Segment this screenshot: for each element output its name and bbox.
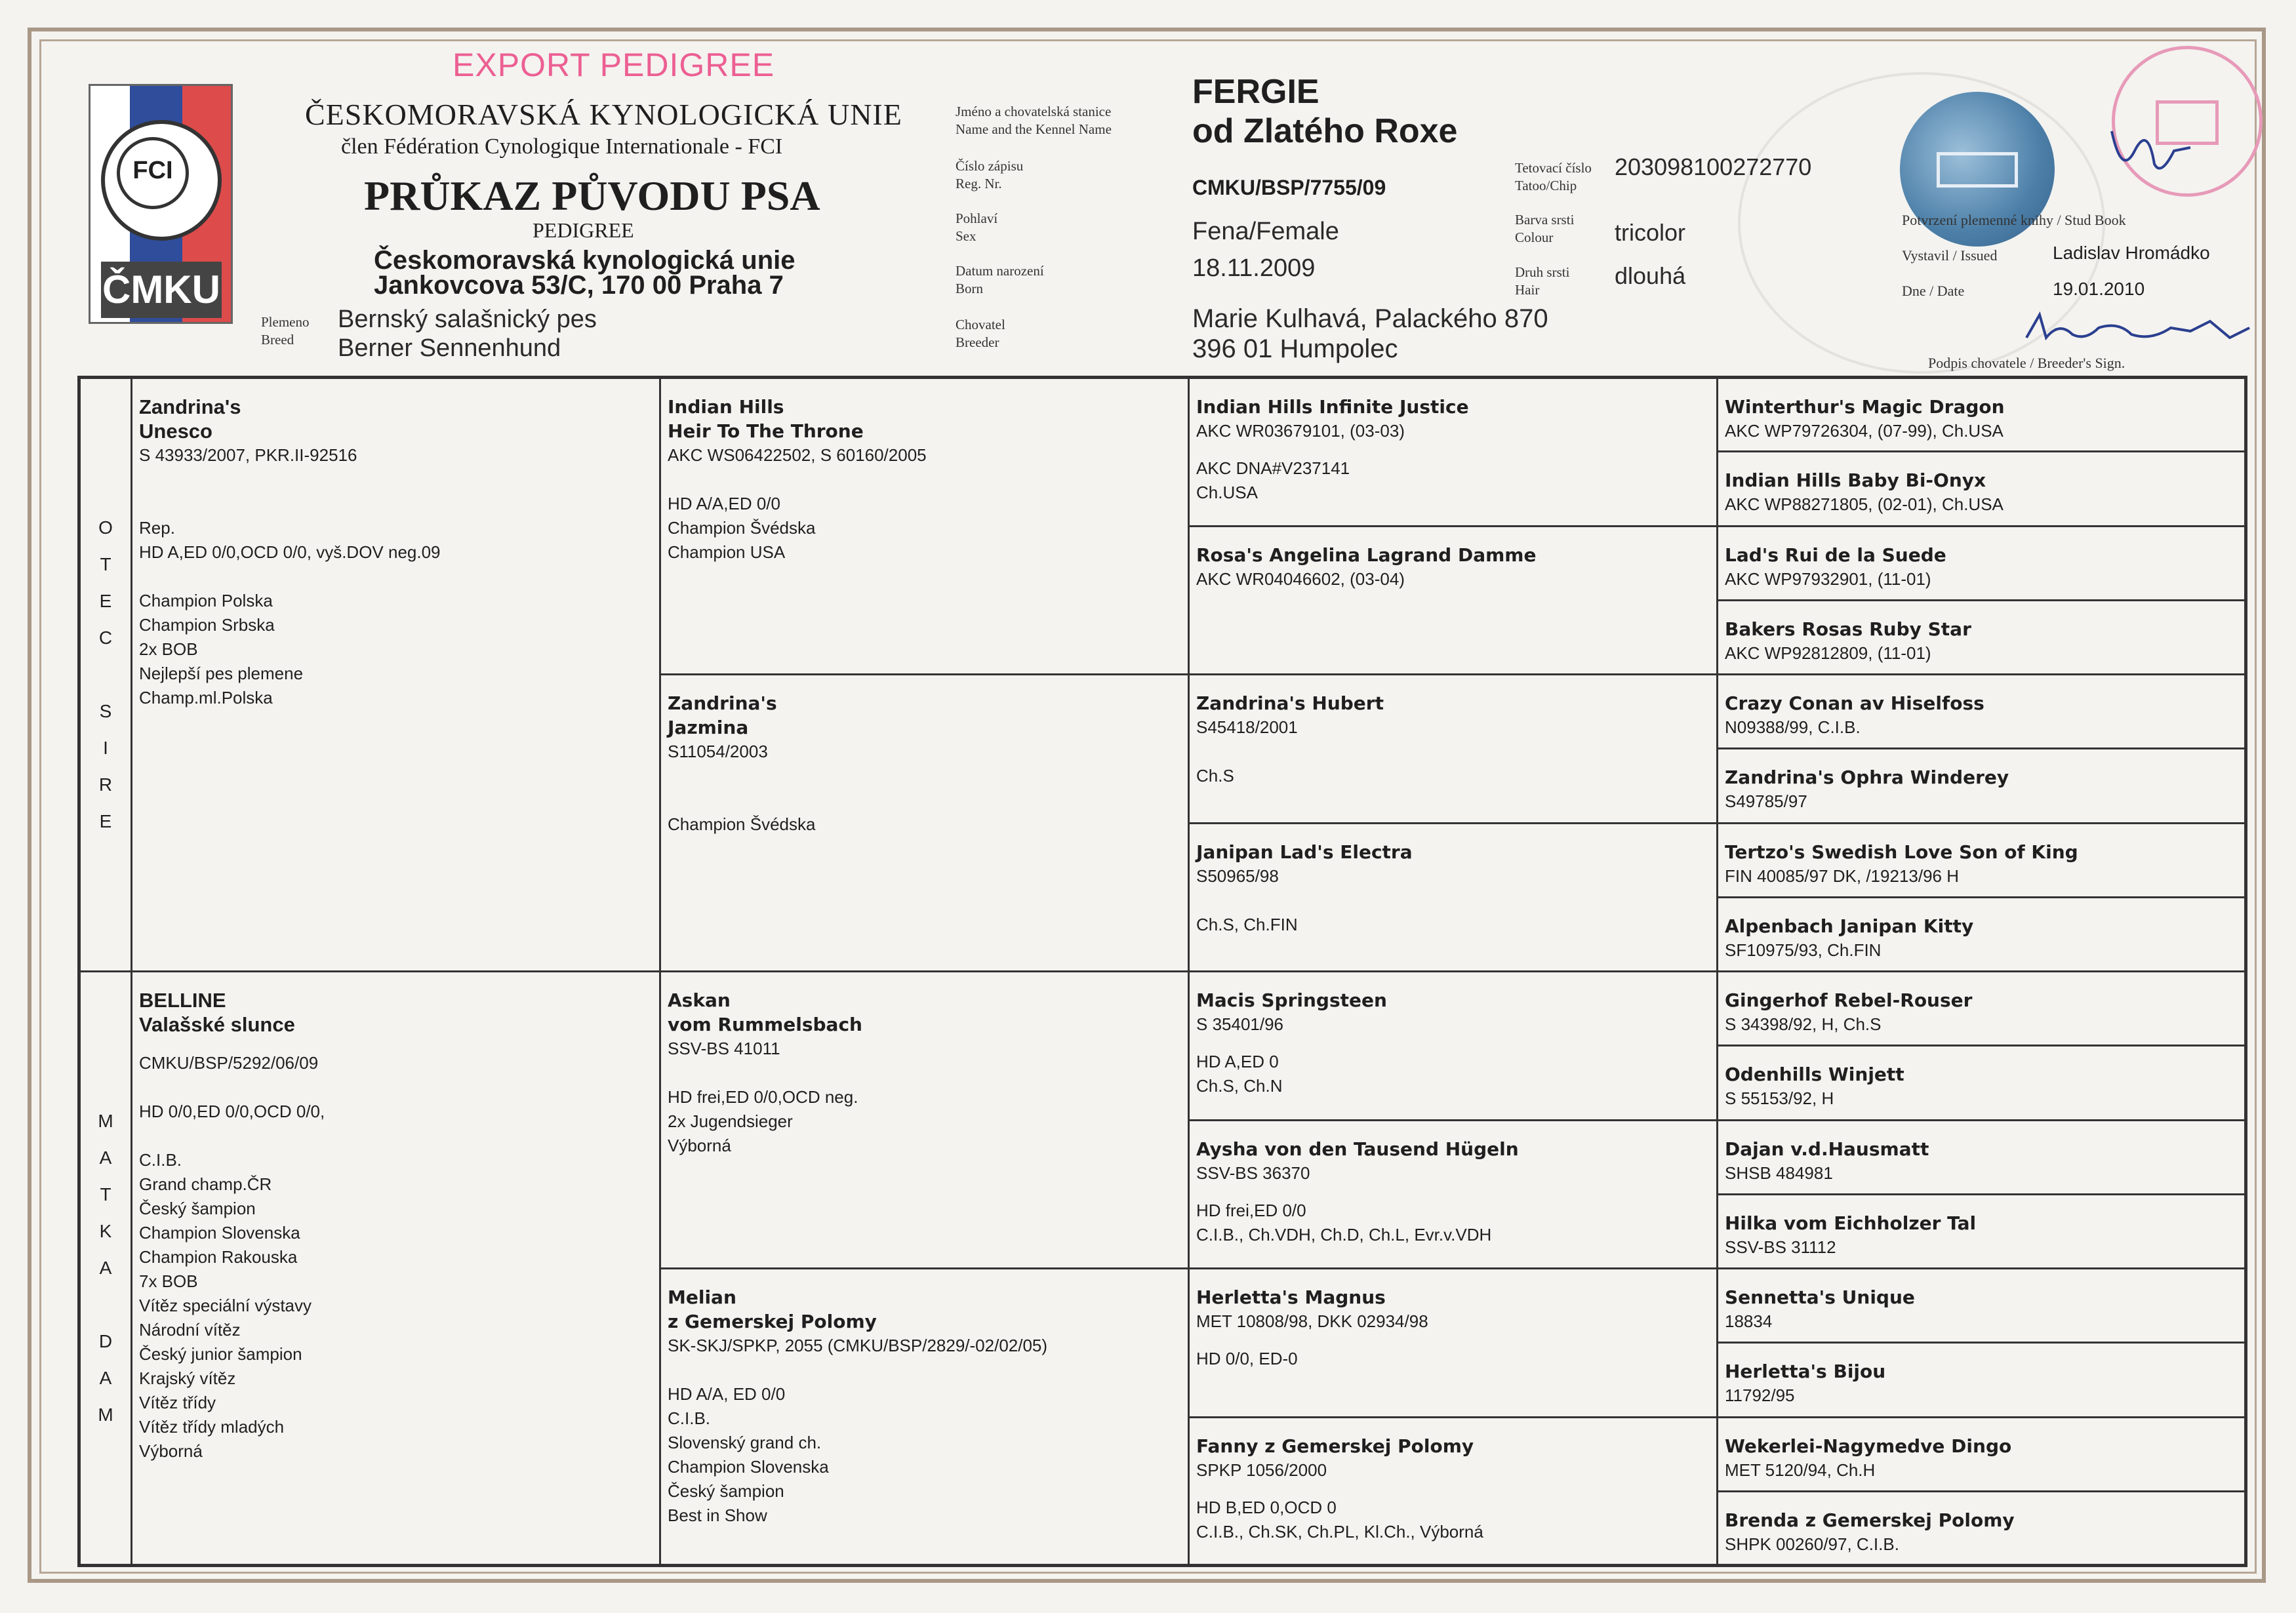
document-subtitle: PEDIGREE [533,218,634,242]
ancestor-gen4-cell: Indian Hills Baby Bi-Onyx AKC WP88271805, (02-01), Ch.USA [1718,452,2246,526]
date-value: 19.01.2010 [2053,279,2145,299]
fci-cmku-logo [89,84,233,324]
born-label: Datum narození Born [956,263,1044,296]
ancestor-gen4-cell: Winterthur's Magic Dragon AKC WP79726304, (07-99), Ch.USA [1718,378,2246,452]
breeder-line2: 396 01 Humpolec [1192,334,1398,363]
ancestor-gen3-cell: Zandrina's Hubert S45418/2001 Ch.S [1189,675,1718,824]
breed-value-en: Berner Sennenhund [338,334,561,362]
sire-sire-cell: Indian Hills Heir To The Throne AKC WS06422502, S 60160/2005 HD A/A,ED 0/0 Champion Švédska Champion USA [660,378,1189,675]
cmku-logo-text: ČMKU [101,262,222,318]
ancestor-gen4-cell: Tertzo's Swedish Love Son of King FIN 40085/97 DK, /19213/96 H [1718,823,2246,897]
ancestor-gen4-cell: Brenda z Gemerskej Polomy SHPK 00260/97, C.I.B. [1718,1491,2246,1565]
chip-value: 203098100272770 [1615,153,1812,180]
breed-value-cz: Bernský salašnický pes [338,306,597,333]
sire-dam-cell: Zandrina's Jazmina S11054/2003 Champion Švédska [660,675,1189,972]
ancestor-gen3-cell: Fanny z Gemerskej Polomy SPKP 1056/2000 HD B,ED 0,OCD 0 C.I.B., Ch.SK, Ch.PL, Kl.Ch., Výborná [1189,1417,1718,1566]
org-name: ČESKOMORAVSKÁ KYNOLOGICKÁ UNIE [305,98,902,131]
org-address-line1: Českomoravská kynologická unie [374,246,796,275]
ancestor-gen4-cell: Gingerhof Rebel-Rouser S 34398/92, H, Ch.S [1718,972,2246,1046]
issued-label: Vystavil / Issued [1902,247,1998,264]
org-address-line2: Jankovcova 53/C, 170 00 Praha 7 [374,271,784,300]
ancestor-gen3-cell: Herletta's Magnus MET 10808/98, DKK 02934/98 HD 0/0, ED-0 [1189,1269,1718,1418]
ancestor-gen3-cell: Indian Hills Infinite Justice AKC WR03679101, (03-03) AKC DNA#V237141 Ch.USA [1189,378,1718,527]
reg-value: CMKU/BSP/7755/09 [1192,176,1386,199]
breeder-line1: Marie Kulhavá, Palackého 870 [1192,304,1548,333]
export-pedigree-label: EXPORT PEDIGREE [453,47,775,83]
org-membership: člen Fédération Cynologique Internationale - FCI [341,134,783,159]
ancestor-gen4-cell: Zandrina's Ophra Winderey S49785/97 [1718,749,2246,823]
hair-label: Druh srsti Hair [1515,264,1570,298]
ancestor-gen3-cell: Aysha von den Tausend Hügeln SSV-BS 36370 HD frei,ED 0/0 C.I.B., Ch.VDH, Ch.D, Ch.L, Evr.v.VDH [1189,1120,1718,1269]
breeder-signature [2020,308,2256,348]
ancestor-gen4-cell: Bakers Rosas Ruby Star AKC WP92812809, (11-01) [1718,600,2246,674]
ancestor-gen3-cell: Janipan Lad's Electra S50965/98 Ch.S, Ch.FIN [1189,823,1718,972]
studbook-label: Potvrzení plemenné knihy / Stud Book [1902,212,2126,228]
born-value: 18.11.2009 [1192,254,1316,282]
issuer-signature [2108,111,2194,184]
dog-kennel: od Zlatého Roxe [1192,112,1458,150]
sex-value: Fena/Female [1192,218,1339,245]
ancestor-gen4-cell: Herletta's Bijou 11792/95 [1718,1343,2246,1417]
pedigree-table [77,376,2247,1567]
sex-label: Pohlaví Sex [956,210,998,244]
document-title: PRŮKAZ PŮVODU PSA [364,172,820,219]
ancestor-gen4-cell: Lad's Rui de la Suede AKC WP97932901, (11-01) [1718,526,2246,600]
ancestor-gen4-cell: Wekerlei-Nagymedve Dingo MET 5120/94, Ch.H [1718,1417,2246,1491]
dam-sire-cell: Askan vom Rummelsbach SSV-BS 41011 HD frei,ED 0/0,OCD neg. 2x Jugendsieger Výborná [660,972,1189,1269]
colour-label: Barva srsti Colour [1515,212,1575,245]
ancestor-gen3-cell: Macis Springsteen S 35401/96 HD A,ED 0 Ch.S, Ch.N [1189,972,1718,1121]
reg-label: Číslo zápisu Reg. Nr. [956,158,1024,191]
ancestor-gen4-cell: Crazy Conan av Hiselfoss N09388/99, C.I.B. [1718,675,2246,749]
hair-value: dlouhá [1615,262,1686,289]
fci-logo-text: FCI [117,137,189,209]
name-label: Jméno a chovatelská stanice Name and the Kennel Name [956,104,1112,137]
ancestor-gen4-cell: Hilka vom Eichholzer Tal SSV-BS 31112 [1718,1194,2246,1268]
dam-dam-cell: Melian z Gemerskej Polomy SK-SKJ/SPKP, 2055 (CMKU/BSP/2829/-02/02/05) HD A/A, ED 0/0 C.I.B. Slovenský grand ch. Champion Slovenska Český šampion Best in Show [660,1269,1189,1566]
ancestor-gen4-cell: Alpenbach Janipan Kitty SF10975/93, Ch.FIN [1718,897,2246,971]
colour-value: tricolor [1615,219,1686,246]
breeder-sign-label: Podpis chovatele / Breeder's Sign. [1928,355,2125,371]
ancestor-gen4-cell: Sennetta's Unique 18834 [1718,1269,2246,1343]
dog-name: FERGIE [1192,73,1319,111]
issued-value: Ladislav Hromádko [2053,243,2210,263]
sire-cell: Zandrina's Unesco S 43933/2007, PKR.II-92516 Rep. HD A,ED 0/0,OCD 0/0, vyš.DOV neg.09 Champion Polska Champion Srbska 2x BOB Nejlepší pes plemene Champ.ml.Polska [132,378,660,972]
dam-cell: BELLINE Valašské slunce CMKU/BSP/5292/06/09 HD 0/0,ED 0/0,OCD 0/0, C.I.B. Grand champ.ČR Český šampion Champion Slovenska Champion Rakouska 7x BOB Vítěz speciální výstavy Národní vítěz Český junior šampion Krajský vítěz Vítěz třídy Vítěz třídy mladých Výborná [132,972,660,1566]
ancestor-gen4-cell: Dajan v.d.Hausmatt SHSB 484981 [1718,1120,2246,1194]
sire-side-label: O T E C S I R E [79,378,132,972]
date-label: Dne / Date [1902,283,1965,299]
breed-label: Plemeno Breed [261,314,310,348]
dam-side-label: M A T K A D A M [79,972,132,1566]
ancestor-gen3-cell: Rosa's Angelina Lagrand Damme AKC WR04046602, (03-04) [1189,526,1718,675]
ancestor-gen4-cell: Odenhills Winjett S 55153/92, H [1718,1046,2246,1120]
chip-label: Tetovací číslo Tatoo/Chip [1515,160,1592,193]
breeder-label: Chovatel Breeder [956,317,1005,350]
